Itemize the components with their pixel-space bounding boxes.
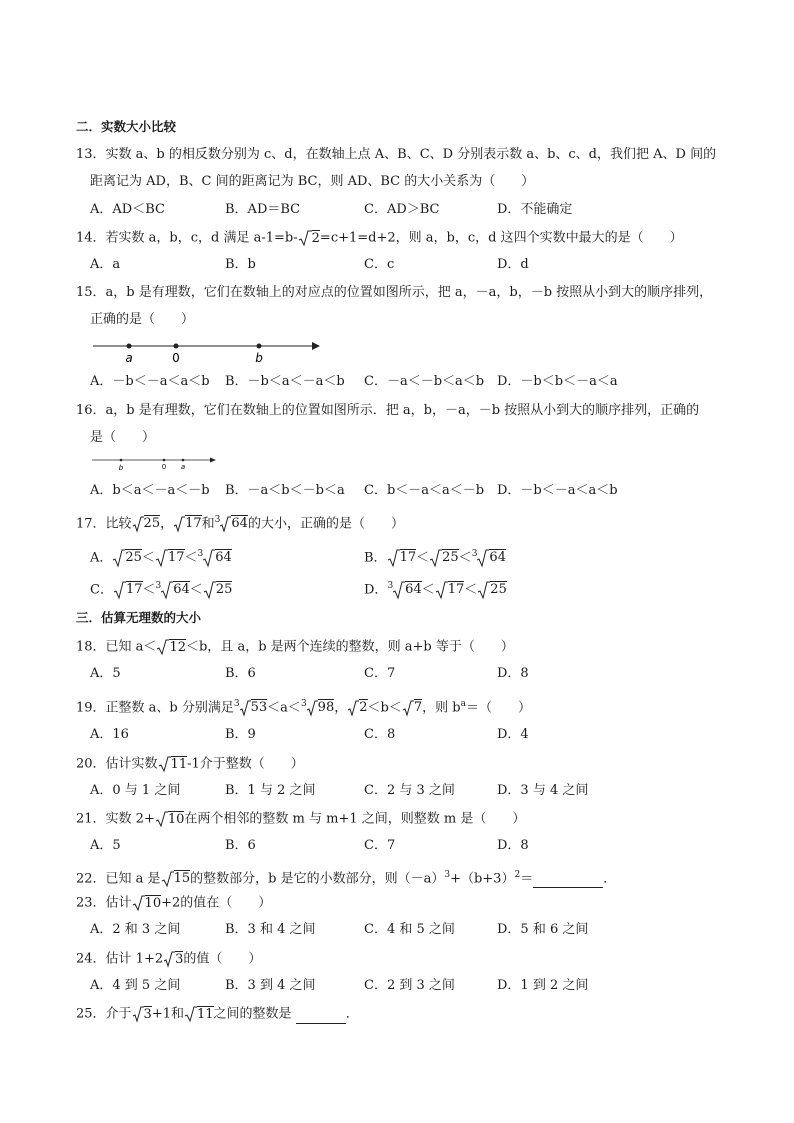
q15-option-d: D．－b＜b＜－a＜a xyxy=(497,374,618,389)
cbrt-symbol xyxy=(477,548,489,568)
sqrt-symbol xyxy=(132,894,145,912)
q19-option-b: B．9 xyxy=(225,727,256,742)
q13-option-a: A．AD＜BC xyxy=(90,202,165,217)
q17-option-b: B． 17＜ 25＜$^3$ 64 xyxy=(364,545,506,568)
sqrt-symbol xyxy=(203,580,216,600)
q17-text-post: 的大小，正确的是（ ） xyxy=(247,516,404,532)
sqrt-symbol xyxy=(347,699,359,717)
q16-option-a: A．b＜a＜－a＜－b xyxy=(90,483,210,498)
question-13-line-1: 13．实数 a、b 的相反数分别为 c、d，在数轴上点 A、B、C、D 分别表示数 a、b、c、d，我们把 A、D 间的 xyxy=(76,147,717,162)
point-a xyxy=(127,344,132,349)
sqrt-symbol xyxy=(402,699,414,717)
point-zero xyxy=(174,344,179,349)
q24-option-a: A．4 到 5 之间 xyxy=(90,978,181,993)
sqrt-symbol xyxy=(132,515,144,533)
radicand: 17 xyxy=(185,516,202,532)
sqrt-symbol xyxy=(156,638,169,656)
cbrt-symbol xyxy=(393,580,405,600)
q16-option-c: C．b＜－a＜a＜－b xyxy=(364,483,485,498)
axis-label-b: b xyxy=(118,464,124,472)
separator: ， xyxy=(160,516,174,532)
q17-option-a: A． 25＜ 17＜$^3$ 64 xyxy=(90,545,232,568)
question-15-line-2: 正确的是（ ） xyxy=(90,312,195,327)
question-16-line-2: 是（ ） xyxy=(90,430,156,445)
q23-option-d: D．5 和 6 之间 xyxy=(497,922,589,937)
q18-option-b: B．6 xyxy=(225,666,256,681)
question-23: 23．估计 10+2的值在（ ） xyxy=(76,895,272,911)
question-14 xyxy=(76,229,683,248)
radicand: 25 xyxy=(143,516,161,532)
cbrt-symbol xyxy=(161,580,173,600)
cbrt-symbol xyxy=(220,515,231,533)
q23-option-c: C．4 和 5 之间 xyxy=(364,922,455,937)
sqrt-symbol xyxy=(158,755,171,773)
number-line-16 xyxy=(90,454,220,472)
q21-option-d: D．8 xyxy=(497,838,529,853)
question-18: 18．已知 a＜ 12＜b，且 a，b 是两个连续的整数，则 a+b 等于（ ） xyxy=(76,639,514,655)
q16-option-d: D．－b＜－a＜a＜b xyxy=(497,483,618,498)
sqrt-symbol xyxy=(173,515,185,533)
sqrt-symbol xyxy=(477,580,490,600)
q17-option-d: D．$^3$ 64＜ 17＜ 25 xyxy=(364,577,507,600)
question-21: 21．实数 2+ 10在两个相邻的整数 m 与 m+1 之间，则整数 m 是（ ） xyxy=(76,811,526,827)
sqrt-symbol xyxy=(132,1005,144,1023)
q15-option-b: B．－b＜a＜－a＜b xyxy=(225,374,345,389)
q18-option-a: A．5 xyxy=(90,666,121,681)
q13-option-c: C．AD＞BC xyxy=(364,202,440,217)
axis-label-zero: 0 xyxy=(172,351,180,365)
sqrt-symbol xyxy=(184,1005,197,1023)
question-20: 20．估计实数 11-1介于整数（ ） xyxy=(76,756,304,772)
question-19: 19．正整数 a、b 分别满足$^3$ 53＜a＜$^3$ 98， 2＜b＜ 7，则 $b^a=$（ ） xyxy=(76,699,531,716)
conjunction: 和 xyxy=(201,516,215,532)
axis-label-zero: 0 xyxy=(161,463,167,471)
q13-option-d: D．不能确定 xyxy=(497,202,573,217)
axis-label-b: b xyxy=(255,351,263,365)
question-13-line-2: 距离记为 AD，B、C 间的距离记为 BC，则 AD、BC 的大小关系为（ ） xyxy=(90,174,535,189)
q14-radicand: 2 xyxy=(311,230,320,246)
question-24: 24．估计 1+2 3的值（ ） xyxy=(76,951,262,967)
sqrt-symbol xyxy=(387,548,400,568)
q13-option-b: B．AD＝BC xyxy=(225,202,301,217)
q24-option-b: B．3 到 4 之间 xyxy=(225,978,316,993)
q24-option-c: C．2 到 3 之间 xyxy=(364,978,455,993)
point-a xyxy=(182,459,185,462)
q20-option-a: A．0 与 1 之间 xyxy=(90,783,181,798)
cube-root-index: 3 xyxy=(214,515,221,525)
axis-label-a: a xyxy=(180,463,186,471)
q20-option-b: B．1 与 2 之间 xyxy=(225,783,316,798)
point-zero xyxy=(163,459,166,462)
sqrt-symbol xyxy=(163,950,175,968)
cbrt-symbol xyxy=(203,548,215,568)
q14-option-a: A．a xyxy=(90,257,121,272)
cbrt-symbol xyxy=(307,699,318,717)
q17-text-pre: 17．比较 xyxy=(76,516,132,532)
q14-text-pre: 14．若实数 a，b，c，d 满足 a-1=b- xyxy=(76,230,298,246)
q14-option-d: D．d xyxy=(497,257,529,272)
q21-option-b: B．6 xyxy=(225,838,256,853)
q14-option-b: B．b xyxy=(225,257,256,272)
sqrt-symbol xyxy=(161,870,174,888)
q20-option-c: C．2 与 3 之间 xyxy=(364,783,455,798)
q17-option-c: C． 17＜$^3$ 64＜ 25 xyxy=(90,577,232,600)
q21-option-a: A．5 xyxy=(90,838,121,853)
answer-blank[interactable] xyxy=(296,1009,346,1024)
q21-option-c: C．7 xyxy=(364,838,396,853)
sqrt-symbol xyxy=(155,810,168,828)
q24-option-d: D．1 到 2 之间 xyxy=(497,978,589,993)
point-b xyxy=(257,344,262,349)
q20-option-d: D．3 与 4 之间 xyxy=(497,783,589,798)
sqrt-symbol xyxy=(112,548,125,568)
sqrt-symbol xyxy=(155,548,168,568)
question-17 xyxy=(76,511,404,533)
question-25: 25．介于 3+1和 11之间的整数是 ． xyxy=(76,1006,359,1022)
q23-option-b: B．3 和 4 之间 xyxy=(225,922,316,937)
q18-option-d: D．8 xyxy=(497,666,529,681)
sqrt-symbol xyxy=(429,548,442,568)
q23-option-a: A．2 和 3 之间 xyxy=(90,922,181,937)
sqrt-symbol xyxy=(298,229,312,247)
sqrt-symbol xyxy=(113,580,126,600)
section-heading: 三．估算无理数的大小 xyxy=(76,610,202,625)
q19-option-c: C．8 xyxy=(364,727,396,742)
q14-text-post: =c+1=d+2，则 a，b，c，d 这四个实数中最大的是（ ） xyxy=(319,230,683,246)
section-heading: 二．实数大小比较 xyxy=(76,119,177,134)
q19-option-a: A．16 xyxy=(90,727,129,742)
cbrt-symbol xyxy=(240,699,251,717)
q16-option-b: B．－a＜b＜－b＜a xyxy=(225,483,345,498)
point-b xyxy=(120,459,123,462)
q19-option-d: D．4 xyxy=(497,727,529,742)
number-line-15 xyxy=(90,336,320,366)
radicand: 64 xyxy=(231,516,248,532)
answer-blank[interactable] xyxy=(533,873,603,888)
q14-option-c: C．c xyxy=(364,257,395,272)
question-15-line-1: 15．a，b 是有理数，它们在数轴上的对应点的位置如图所示，把 a，－a，b，－b 按照从小到大的顺序排列， xyxy=(76,285,713,300)
question-16-line-1: 16．a，b 是有理数，它们在数轴上的位置如图所示．把 a，b，－a，－b 按照从小到大的顺序排列，正确的 xyxy=(76,403,700,418)
q18-option-c: C．7 xyxy=(364,666,396,681)
axis-label-a: a xyxy=(125,351,133,365)
q15-option-a: A．－b＜－a＜a＜b xyxy=(90,374,210,389)
question-22: 22．已知 a 是 15的整数部分，b 是它的小数部分，则$(-a)^3+(b+3)^2=$ ． xyxy=(76,870,617,887)
q15-option-c: C．－a＜－b＜a＜b xyxy=(364,374,485,389)
sqrt-symbol xyxy=(435,580,448,600)
